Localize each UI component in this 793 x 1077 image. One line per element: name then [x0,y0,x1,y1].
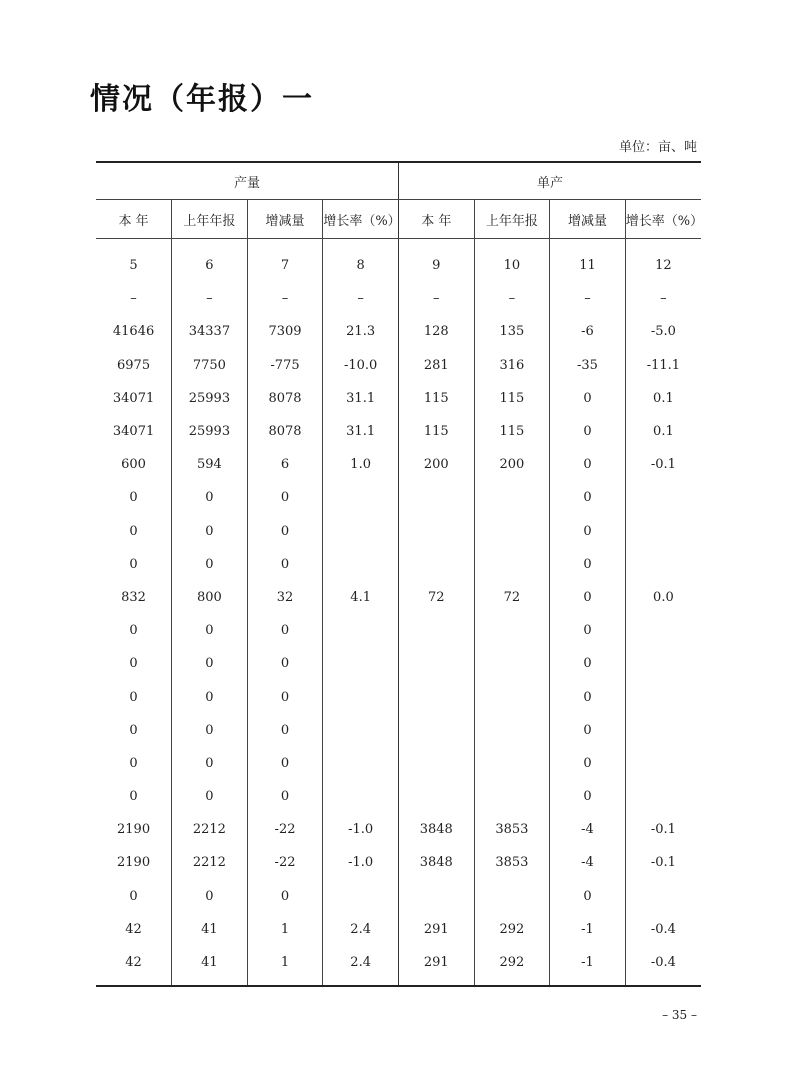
table-cell: 1 [247,946,323,986]
table-row [96,349,701,382]
table-cell [323,780,399,813]
table-row [96,647,701,680]
table-cell: 42 [96,913,172,946]
table-cell: 41646 [96,315,172,348]
table-cell [474,647,550,680]
table-cell: -0.1 [650,855,676,871]
table-cell: -1.0 [323,813,399,846]
table-group-header-row [96,162,701,200]
table-cell: 34071 [96,382,172,415]
table-cell: 0 [550,481,626,514]
table-cell [323,714,399,747]
table-cell [323,647,399,680]
table-cell: 2212 [172,813,248,846]
table-cell [474,880,550,913]
table-cell: 0 [247,747,323,780]
table-cell: 2212 [172,846,248,879]
table-cell: 34071 [96,415,172,448]
table-row [96,548,701,581]
table-cell: 0 [247,647,323,680]
table-cell [474,714,550,747]
table-cell [625,614,701,647]
table-cell: 2.4 [323,946,399,986]
table-cell: 135 [474,315,550,348]
table-row [96,282,701,315]
table-cell: 0 [96,647,172,680]
table-cell: 115 [474,415,550,448]
table-cell: -6 [550,315,626,348]
table-cell: 128 [398,315,474,348]
table-cell [398,515,474,548]
table-cell [323,548,399,581]
table-cell: 0 [247,548,323,581]
column-header: 本 年 [96,200,172,239]
table-cell [625,481,701,514]
column-header: 增减量 [550,200,626,239]
table-cell [625,647,701,680]
table-cell: 31.1 [323,415,399,448]
table-cell: 0 [247,880,323,913]
table-cell [625,714,701,747]
group-header-yield: 单产 [398,162,701,200]
table-cell: -0.1 [650,457,676,473]
table-cell: 0 [96,515,172,548]
table-cell: 0 [550,415,626,448]
column-header: 上年年报 [172,200,248,239]
table-cell [474,548,550,581]
table-cell: -5.0 [650,324,676,340]
table-cell: -0.4 [625,946,701,986]
table-cell: 0 [96,714,172,747]
table-cell [625,780,701,813]
column-header: 增长率（%） [625,200,701,239]
table-cell: 0 [550,382,626,415]
statistics-table [96,161,704,987]
table-row [96,239,701,283]
table-cell: 0 [96,880,172,913]
unit-label: 单位：亩、吨 [618,140,697,155]
table-cell [474,747,550,780]
table-cell: 0 [172,647,248,680]
table-cell: 1 [247,913,323,946]
table-cell: 2190 [96,846,172,879]
table-cell: 1.0 [323,448,399,481]
table-row [96,481,701,514]
table-cell: 115 [474,382,550,415]
table-cell [398,880,474,913]
table-cell [474,780,550,813]
table-cell: 8078 [247,415,323,448]
table-cell: 0 [172,747,248,780]
table-cell: 42 [96,946,172,986]
table-cell: 600 [96,448,172,481]
table-cell [323,680,399,713]
table-cell: 0 [96,747,172,780]
table-cell: 200 [474,448,550,481]
table-cell: 0 [550,448,626,481]
table-cell [398,714,474,747]
table-cell: 0 [172,481,248,514]
table-cell: 34337 [172,315,248,348]
column-header: 增减量 [247,200,323,239]
table-cell: 0 [550,548,626,581]
table-cell: 0 [172,880,248,913]
table-cell [625,548,701,581]
table-cell: 21.3 [323,315,399,348]
table-cell: 0 [550,515,626,548]
table-row [96,946,701,986]
table-cell: -775 [247,349,323,382]
table-cell: 3848 [398,813,474,846]
table-cell: 0.1 [653,390,674,406]
table-cell: -0.1 [650,822,676,838]
table-cell: -1 [550,946,626,986]
table-cell [398,747,474,780]
table-cell: 72 [474,581,550,614]
table-cell: 0 [550,780,626,813]
table-cell: – [550,282,626,315]
table-cell: 6 [247,448,323,481]
table-cell: 292 [474,946,550,986]
table-cell: 0 [550,614,626,647]
table-cell [398,647,474,680]
table-cell: 0 [96,680,172,713]
table-cell: -11.1 [646,357,681,373]
column-header: 增长率（%） [323,200,399,239]
page-number: – 35 – [662,1008,697,1022]
table-cell: – [660,291,667,307]
table-cell: 0.1 [653,424,674,440]
table-cell: 0 [247,714,323,747]
table-cell: -1 [550,913,626,946]
table-cell: -4 [550,813,626,846]
table-row [96,382,701,415]
table-body [96,239,701,987]
table-cell: 32 [247,581,323,614]
table-cell: 0 [172,780,248,813]
table-cell: 25993 [172,382,248,415]
table-cell: 3848 [398,846,474,879]
table-cell: 9 [398,239,474,283]
table-cell: 0 [550,747,626,780]
table-cell: -35 [550,349,626,382]
table-cell: 0 [247,515,323,548]
table-cell: 11 [550,239,626,283]
table-cell [398,548,474,581]
table-cell: 0 [172,680,248,713]
table-cell [323,614,399,647]
table-cell: 41 [172,913,248,946]
table-row [96,415,701,448]
table-cell: 25993 [172,415,248,448]
table-cell: -22 [247,813,323,846]
table-cell [398,780,474,813]
table-cell: 4.1 [323,581,399,614]
table-cell [625,515,701,548]
table-cell [474,515,550,548]
table-row [96,515,701,548]
table-cell: 31.1 [323,382,399,415]
table-cell [625,680,701,713]
table-row [96,846,701,879]
table-row [96,813,701,846]
table-cell: – [172,282,248,315]
table-row [96,913,701,946]
table-cell: 291 [398,913,474,946]
table-cell: – [96,282,172,315]
table-cell: 12 [655,258,672,274]
table-cell: 115 [398,415,474,448]
table-cell [625,880,701,913]
table-cell: 3853 [474,813,550,846]
table-cell: 0 [247,481,323,514]
table-cell: 200 [398,448,474,481]
table-cell: 0 [247,680,323,713]
table-cell: 292 [474,913,550,946]
group-header-output: 产量 [96,162,398,200]
table-cell: -22 [247,846,323,879]
table-cell [398,614,474,647]
table-cell: 594 [172,448,248,481]
table-row [96,747,701,780]
table-cell [323,747,399,780]
table-cell: 0.0 [653,589,674,605]
table-cell: -1.0 [323,846,399,879]
table-cell: 8 [323,239,399,283]
table-cell: 2190 [96,813,172,846]
table-cell: 6975 [96,349,172,382]
table-cell: 3853 [474,846,550,879]
table-cell: 7 [247,239,323,283]
table-row [96,448,701,481]
table-cell: 0 [550,880,626,913]
column-header: 本 年 [398,200,474,239]
table-row [96,581,701,614]
table-cell: 0 [96,780,172,813]
table-cell: 7750 [172,349,248,382]
table-cell: 6 [172,239,248,283]
table-row [96,880,701,913]
table-cell: 316 [474,349,550,382]
table-cell: 0 [96,614,172,647]
table-cell [398,481,474,514]
table-row [96,780,701,813]
table-cell: 2.4 [323,913,399,946]
table-cell: 0 [247,780,323,813]
table-cell: – [398,282,474,315]
table-cell [474,481,550,514]
table-cell: 72 [398,581,474,614]
table-row [96,614,701,647]
table-cell: 291 [398,946,474,986]
table-row [96,315,701,348]
table-cell: 0 [172,548,248,581]
table-row [96,680,701,713]
table-cell: 0 [247,614,323,647]
table-cell: 5 [96,239,172,283]
table-column-header-row [96,200,701,239]
table-cell: -0.4 [650,921,676,937]
table-cell: 0 [172,714,248,747]
table-cell: 115 [398,382,474,415]
table-cell: 0 [550,714,626,747]
table-cell: 41 [172,946,248,986]
table-cell: -4 [550,846,626,879]
table-cell: – [474,282,550,315]
table-cell: 281 [398,349,474,382]
table-cell: 800 [172,581,248,614]
table-cell: – [247,282,323,315]
table-cell: 0 [172,515,248,548]
table-cell: 0 [172,614,248,647]
table-cell [323,880,399,913]
table-cell: 0 [96,481,172,514]
table-cell [323,481,399,514]
table-cell: 832 [96,581,172,614]
table-cell: -10.0 [323,349,399,382]
table-cell: – [323,282,399,315]
table-cell: 0 [550,647,626,680]
table-cell [474,614,550,647]
page-title: 情况（年报）一 [90,82,314,117]
table-cell: 0 [96,548,172,581]
table-cell: 10 [474,239,550,283]
table-cell [625,747,701,780]
table-cell [323,515,399,548]
table-cell [398,680,474,713]
table-cell: 0 [550,680,626,713]
table-row [96,714,701,747]
table-cell: 7309 [247,315,323,348]
table-cell [474,680,550,713]
table-cell: 8078 [247,382,323,415]
table-cell: 0 [550,581,626,614]
column-header: 上年年报 [474,200,550,239]
